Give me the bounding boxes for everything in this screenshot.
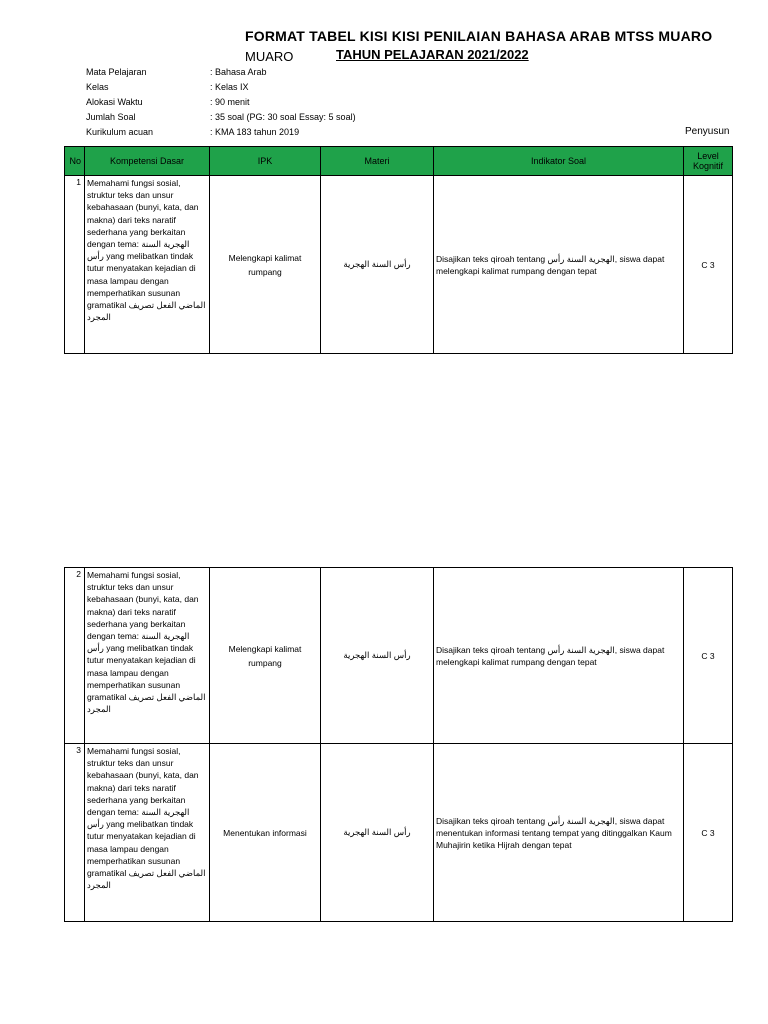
cell-kd: Memahami fungsi sosial, struktur teks dan unsur kebahasaan (bunyi, kata, dan makna) dari teks naratif sederhana yang berkaitan dengan tema: الهجرية السنة رأس yang melibatkan tindak tutur menyatakan kejadian di masa lampau dengan memperhatikan susunan gramatikal الماضي الفعل تصريف المجرد: [85, 568, 210, 744]
header-materi: Materi: [321, 147, 434, 176]
cell-indikator: Disajikan teks qiroah tentang الهجرية السنة رأس, siswa dapat menentukan informasi tentang tempat yang ditinggalkan Kaum Muhajirin ketika Hijrah dengan tepat: [434, 744, 684, 922]
cell-indikator: Disajikan teks qiroah tentang الهجرية السنة رأس, siswa dapat melengkapi kalimat rumpang dengan tepat: [434, 176, 684, 354]
document-title-continued: MUARO: [245, 49, 294, 64]
cell-no: 1: [65, 176, 85, 354]
table-row: [65, 176, 733, 354]
meta-value-subject: : Bahasa Arab: [210, 67, 267, 77]
meta-value-class: : Kelas IX: [210, 82, 249, 92]
meta-label-curriculum: Kurikulum acuan: [86, 127, 154, 137]
meta-label-time: Alokasi Waktu: [86, 97, 143, 107]
header-ipk: IPK: [210, 147, 321, 176]
cell-level: C 3: [684, 744, 733, 922]
cell-materi: رأس السنة الهجرية: [321, 744, 434, 922]
cell-level: C 3: [684, 176, 733, 354]
academic-year: TAHUN PELAJARAN 2021/2022: [336, 47, 529, 62]
cell-indikator: Disajikan teks qiroah tentang الهجرية السنة رأس, siswa dapat melengkapi kalimat rumpang dengan tepat: [434, 568, 684, 744]
penyusun-label: Penyusun: [685, 126, 730, 137]
table-row: [65, 744, 733, 922]
document-title: FORMAT TABEL KISI KISI PENILAIAN BAHASA ARAB MTSS MUARO: [245, 28, 713, 44]
cell-materi: رأس السنة الهجرية: [321, 568, 434, 744]
table-row: [65, 568, 733, 744]
cell-ipk: Menentukan informasi: [210, 744, 321, 922]
cell-ipk: Melengkapi kalimat rumpang: [210, 568, 321, 744]
meta-value-time: : 90 menit: [210, 97, 250, 107]
table-header-row: [65, 147, 733, 176]
meta-label-subject: Mata Pelajaran: [86, 67, 147, 77]
cell-kd: Memahami fungsi sosial, struktur teks dan unsur kebahasaan (bunyi, kata, dan makna) dari teks naratif sederhana yang berkaitan dengan tema: الهجرية السنة رأس yang melibatkan tindak tutur menyatakan kejadian di masa lampau dengan memperhatikan susunan gramatikal الماضي الفعل تصريف المجرد: [85, 744, 210, 922]
meta-label-questions: Jumlah Soal: [86, 112, 136, 122]
cell-materi: رأس السنة الهجرية: [321, 176, 434, 354]
header-indikator: Indikator Soal: [434, 147, 684, 176]
cell-no: 2: [65, 568, 85, 744]
cell-ipk: Melengkapi kalimat rumpang: [210, 176, 321, 354]
cell-no: 3: [65, 744, 85, 922]
header-no: No: [65, 147, 85, 176]
header-kd: Kompetensi Dasar: [85, 147, 210, 176]
grid-table-page2: [64, 567, 733, 922]
cell-level: C 3: [684, 568, 733, 744]
meta-value-curriculum: : KMA 183 tahun 2019: [210, 127, 300, 137]
header-level: Level Kognitif: [684, 147, 733, 176]
grid-table-page1: [64, 146, 733, 354]
cell-kd: Memahami fungsi sosial, struktur teks dan unsur kebahasaan (bunyi, kata, dan makna) dari teks naratif sederhana yang berkaitan dengan tema: الهجرية السنة رأس yang melibatkan tindak tutur menyatakan kejadian di masa lampau dengan memperhatikan susunan gramatikal الماضي الفعل تصريف المجرد: [85, 176, 210, 354]
meta-label-class: Kelas: [86, 82, 109, 92]
meta-value-questions: : 35 soal (PG: 30 soal Essay: 5 soal): [210, 112, 356, 122]
